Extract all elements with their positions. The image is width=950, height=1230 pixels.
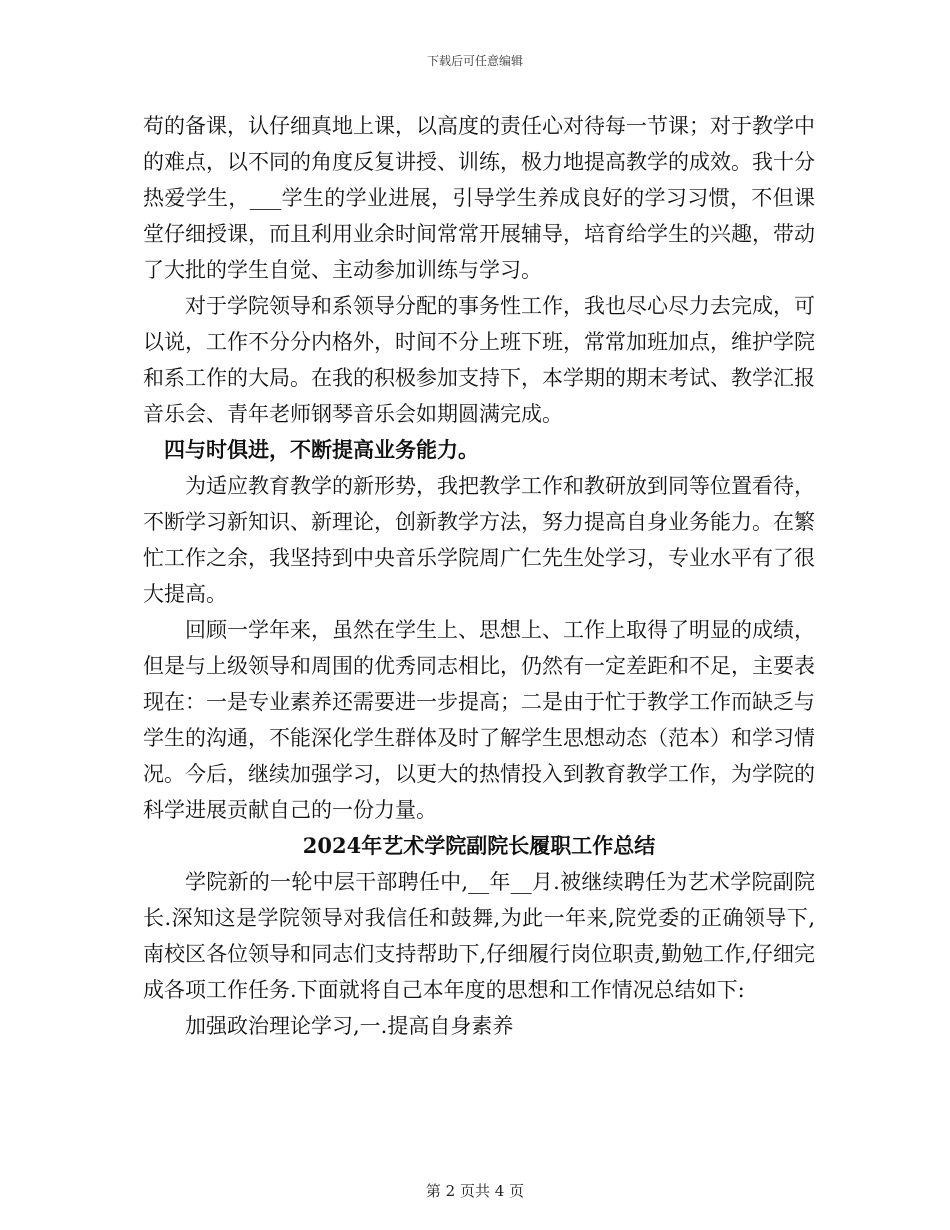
page-header: 下载后可任意编辑	[426, 54, 523, 68]
section-heading: 四与时俱进，不断提高业务能力。	[164, 437, 479, 462]
document-body	[143, 108, 815, 1044]
paragraph: 为适应教育教学的新形势，我把教学工作和教研放到同等位置看待，不断学习新知识、新理论，创新教学方法，努力提高自身业务能力。在繁忙工作之余，我坚持到中央音乐学院周广仁先生处学习，专业水平有了很大提高。	[143, 474, 815, 606]
paragraph: 对于学院领导和系领导分配的事务性工作，我也尽心尽力去完成，可以说，工作不分分内格外，时间不分上班下班，常常加班加点，维护学院和系工作的大局。在我的积极参加支持下，本学期的期末考试、教学汇报音乐会、青年老师钢琴音乐会如期圆满完成。	[143, 294, 815, 426]
document-title: 2024年艺术学院副院长履职工作总结	[302, 833, 656, 858]
page-footer: 第 2 页共 4 页	[425, 1182, 525, 1200]
paragraph: 苟的备课，认仔细真地上课，以高度的责任心对待每一节课；对于教学中的难点，以不同的角度反复讲授、训练，极力地提高教学的成效。我十分热爱学生，___学生的学业进展，引导学生养成良好的学习习惯，不但课堂仔细授课，而且利用业余时间常常开展辅导，培育给学生的兴趣，带动了大批的学生自觉、主动参加训练与学习。	[143, 114, 815, 282]
paragraph: 学院新的一轮中层干部聘任中,__年__月.被继续聘任为艺术学院副院长.深知这是学院领导对我信任和鼓舞,为此一年来,院党委的正确领导下,南校区各位领导和同志们支持帮助下,仔细履行岗位职责,勤勉工作,仔细完成各项工作任务.下面就将自己本年度的思想和工作情况总结如下:	[143, 870, 815, 1002]
paragraph: 加强政治理论学习,一.提高自身素养	[185, 1014, 514, 1038]
paragraph: 回顾一学年来，虽然在学生上、思想上、工作上取得了明显的成绩，但是与上级领导和周围的优秀同志相比，仍然有一定差距和不足，主要表现在：一是专业素养还需要进一步提高；二是由于忙于教学工作而缺乏与学生的沟通，不能深化学生群体及时了解学生思想动态（范本）和学习情况。今后，继续加强学习，以更大的热情投入到教育教学工作，为学院的科学进展贡献自己的一份力量。	[143, 618, 815, 822]
